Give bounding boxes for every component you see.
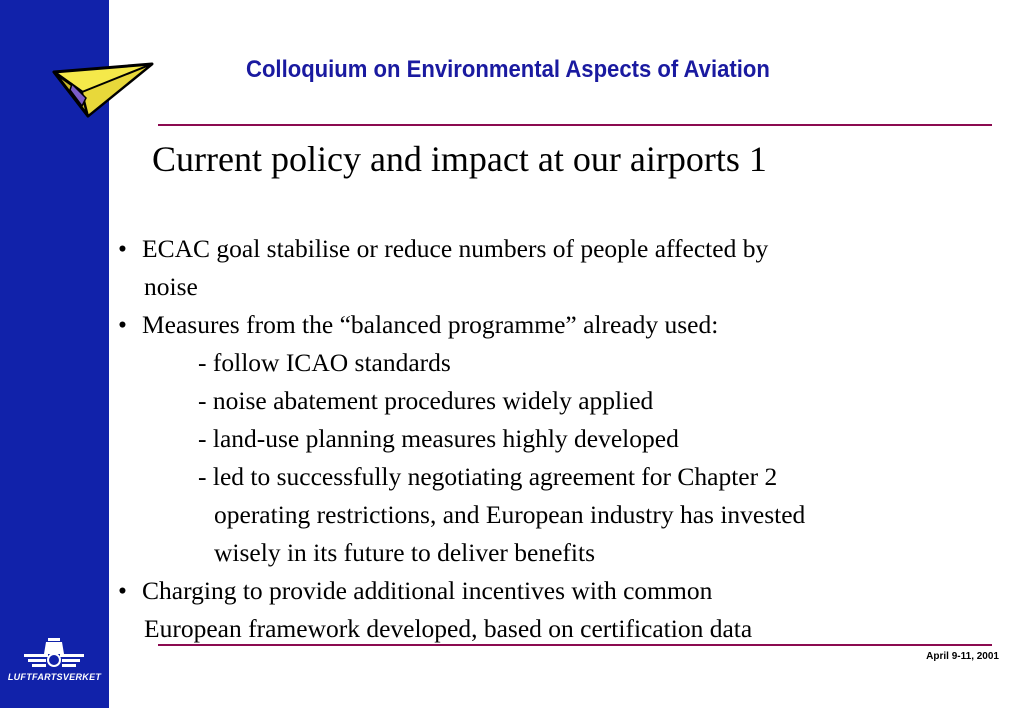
bullet-text: Measures from the “balanced programme” already used: <box>142 310 719 339</box>
bullet-marker: • <box>118 234 127 263</box>
sub-item: - noise abatement procedures widely applied <box>198 386 654 415</box>
sub-item-continuation: wisely in its future to deliver benefits <box>214 538 595 567</box>
bullet-text: ECAC goal stabilise or reduce numbers of people affected by <box>142 234 769 263</box>
bullet-marker: • <box>118 576 127 605</box>
bottom-divider <box>158 644 992 646</box>
bullet-marker: • <box>118 310 127 339</box>
sub-item-continuation: operating restrictions, and European industry has invested <box>214 500 806 529</box>
top-divider <box>158 124 992 126</box>
slide-title: Current policy and impact at our airports 1 <box>152 139 767 179</box>
bullet-text: Charging to provide additional incentives with common <box>142 576 713 605</box>
sub-item: - led to successfully negotiating agreement for Chapter 2 <box>198 462 778 491</box>
header-title: Colloquium on Environmental Aspects of Aviation <box>246 56 770 83</box>
sub-item: - follow ICAO standards <box>198 348 451 377</box>
sub-item: - land-use planning measures highly developed <box>198 424 679 453</box>
footer-date: April 9-11, 2001 <box>926 651 999 662</box>
paper-plane-icon <box>52 58 156 120</box>
crown-wings-logo <box>4 636 104 692</box>
bullet-item <box>118 234 768 264</box>
bullet-continuation: noise <box>144 272 198 301</box>
bullet-continuation: European framework developed, based on certification data <box>144 614 753 643</box>
bullet-item <box>118 310 718 340</box>
bullet-item <box>118 576 712 606</box>
org-name: LUFTFARTSVERKET <box>7 672 102 682</box>
